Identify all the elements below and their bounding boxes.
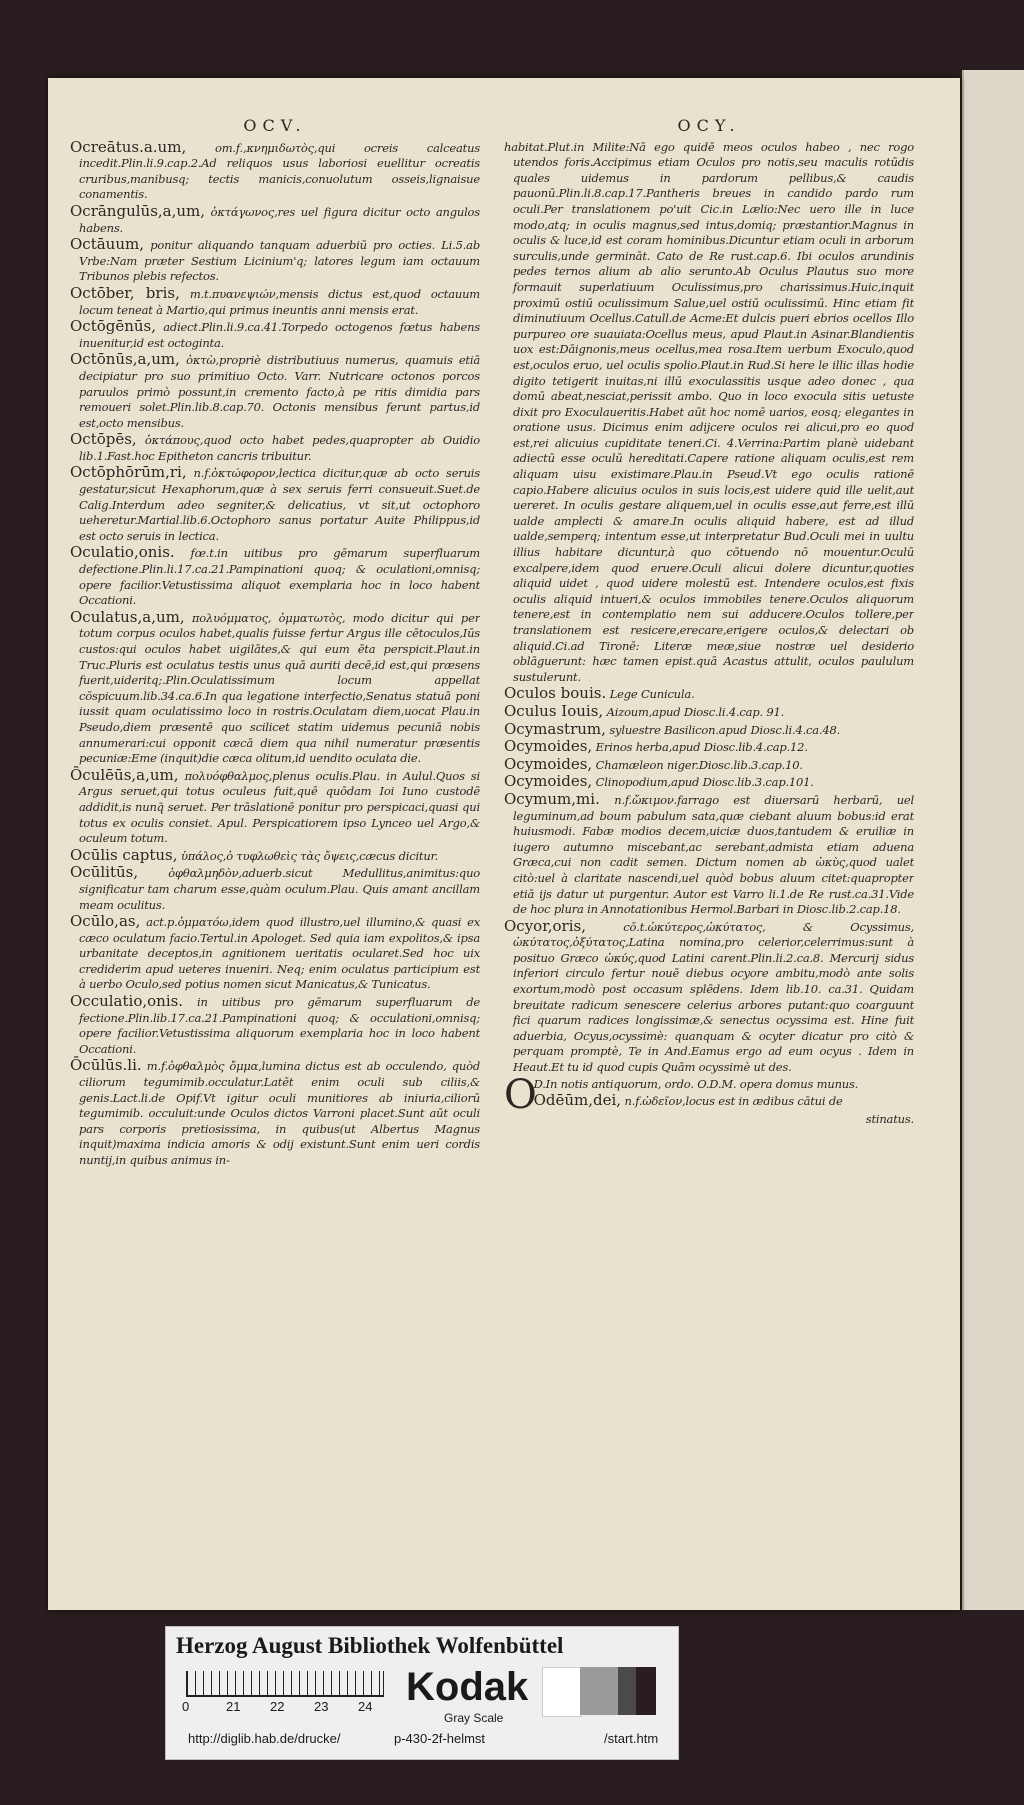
url-left: http://diglib.hab.de/drucke/ xyxy=(188,1731,341,1746)
entry-text: in uitibus pro gēmarum superfluarum de fectione.Plin.lib.17.ca.21.Pampinationi quoq; & occulationi,omnisq; opere facilior.Vetustissima aliquorum exemplaria hoc in loco habent Occationi. xyxy=(79,995,480,1056)
gray-swatch-mid xyxy=(580,1667,618,1715)
entry-text: Clinopodium,apud Diosc.lib.3.cap.101. xyxy=(595,775,814,790)
url-right: /start.htm xyxy=(604,1731,659,1746)
left-entries xyxy=(70,137,480,1169)
dictionary-entry xyxy=(504,754,914,774)
entry-text: habitat.Plut.in Milite:Nā ego quidē meos oculos habeo , nec rogo utendos foris.Accipimus etiam Oculos pro notis,seu maculis rotūdis quales uidemus in pardorum pellibus,& caudis pauonū.Plin.li.8.cap.17.Pantheris breues in candido pardo rum oculi.Per translationem po'uit Cic.in Lælio:Nec uero ille in luce modo,atq; in oculis magnus,sed intus,domiq; præstantior.Magnus in oculis & luce,id est coram hominibus.Dicuntur etiam oculi in arborum surculis,unde germināt. Cato de Re rust.cap.6. Ibi oculos arundinis pedes ternos alium ab alio serunto.Ab Oculus Plautus suo more formauit superlatiuum Oculissimus,pro charissimus.Huic,inquit proximū ostiū oculissimum Salue,uel ostiū oculissimū. Hinc etiam fit diminutiuum Ocellus.Catull.de Acme:Et dulcis pueri ebrios ocellos Illo purpureo ore suauiata:Ocellus meus, apud Plaut.in Asinar.Blandientis uox est:Dāignonis,meus ocellus,mea rosa.Item uerbum Exoculo,quod est,oculos eruo, uel oculis spolio.Plaut.in Rud.Si here le illic illas hodie digito tetigerit inuitas,ni illū exoculassitis usque adeo donec , qua domū abeat,nesciat,perissit ambo. Quo in loco exocula sitis uetuste dixit pro Exoculaueritis.Habet aūt hoc nomē uarios, eosq; elegantes in oratione usus. Dicimus enim adijcere oculos rei alicui,pro eo quod est,rei alicuius cupiditate teneri.Ci. 4.Verrina:Partim planè uidebant adiectū esse oculū hereditati.Capere ratione aliquam oculis,est rem aliquam uisu existimare.Plau.in Pseud.Vt ego oculis rationē capio.Habere alicuius oculos in suis locis,est uidere quid ille uelit,aut uereret. In oculis gestare aliquem,uel in oculis esse,aut ferre,est illū ualde amplecti & amare.In oculis aliquid habere, est ad illud ualde,semperq; intentum esse,ut interpretatur Bud.Oculi mei in uultu illius habitare dicuntur,à quo cōtuendo nō mouentur.Oculū excalpere,idem quod eruere.Oculi alicui dolere dicuntur,quoties aliquid uidet , quod uidere molestū est. Intendere oculos,est fixis oculis aliquid intueri,& oculos immobiles tenere.Oculos aliquorum tenere,est in contemplatio nem sui adducere.Oculos tollere,per translationem est resicere,erecare,erigere oculos,& delectari ob aliquid.Ci.ad Tironē: Literæ meæ,siue nostræ uel desiderio oblāguerunt: hæc tamen epist.quā Acastus attulit, oculos paululum sustulerunt. xyxy=(504,139,914,684)
entry-lemma: Ocūlitūs, xyxy=(70,863,139,882)
dictionary-entry xyxy=(504,774,914,791)
document-page xyxy=(48,78,960,1610)
right-entries xyxy=(504,139,914,1118)
entry-lemma: Ocymastrum, xyxy=(504,719,606,738)
scale-ruler xyxy=(186,1671,384,1697)
right-column xyxy=(504,118,914,1538)
entry-text: ὀκτὼ,propriè distributiuus numerus, quamuis etiā decipiatur pro suo primitiuo Octo. Varr. Nutricare octonos porcos paruulos primò possunt,in cremento facto,à pe ritis dimidia pars remoueri solet.Plin.lib.8.cap.70. Octonis mensibus ferunt partus,id est,octo mensibus. xyxy=(79,353,480,430)
entry-text: ponitur aliquando tanquam aduerbiū pro octies. Li.5.ab Vrbe:Nam præter Sestium Licinium'q; latores legum iam octauum Tribunos plebis refectos. xyxy=(79,238,480,284)
library-title: Herzog August Bibliothek Wolfenbüttel xyxy=(176,1633,564,1658)
entry-text: ὀφθαλμηδὸν,aduerb.sicut Medullitus,animitus:quo significatur tam charum esse,quàm oculum.Plau. Quis amant ancillam meam oculitus. xyxy=(79,866,480,912)
entry-lemma: Oculatio,onis. xyxy=(70,543,175,562)
dictionary-entry xyxy=(504,719,914,739)
dictionary-entry xyxy=(70,1058,480,1168)
ruler-label: 23 xyxy=(314,1699,329,1714)
entry-text: ὀκτάπους,quod octo habet pedes,quapropter ab Ouidio lib.1.Fast.hoc Epitheton cancris tribuitur. xyxy=(79,433,480,463)
gray-scale-label: Gray Scale xyxy=(444,1711,504,1725)
dictionary-entry xyxy=(504,140,914,686)
adjacent-page-edge xyxy=(962,70,1024,1610)
left-column xyxy=(70,118,480,1538)
entry-text: cō.t.ὠκύτερος,ὠκύτατος, & Ocyssimus, ὠκύτατος,ὀξύτατος,Latina nomina,pro celerior,celerrimus:sunt à posituo Græco ὠκύς,quod Latini carent.Plin.li.2.ca.8. Mercurij sidus inferiori circulo fertur nouē diebus ocyore ambitu,modò ante solis exortum,modò post occasum splēdens. Idem lib.10. ca.31. Quidam breuitate radicum senescere celerius arbores putant:quo coarguunt fici quarum radices longissimæ,& senectus ocyssima est. Hine fuit aduerbia, Ocyus,ocyssimè: quanquam & ocyter dicatur pro citò & perquam promptè, Te in And.Eamus ergo ad eum ocyus . Idem in Heaut.Et tu id quod cupis Quām ocyssimè ut des. xyxy=(513,919,914,1075)
entry-text: m.f.ὀφθαλμὸς ὄμμα,lumina dictus est ab occulendo, quòd ciliorum tegumimib.occulatur.Latēt enim oculi sub ciliis,& genis.Lact.li.de Opif.Vt igitur oculi munitiores ab iniuria,ciliorū tegumimib. occuluit:unde Oculos dictos Varroni placet.Sunt aūt oculi pars corporis pretiosissima, in quibus(ut Albertus Magnus inquit)maxima indicia amoris & odij existunt.Sunt enim ueri cordis nuntij,in quibus animus in- xyxy=(79,1059,480,1167)
dictionary-entry xyxy=(504,739,914,756)
entry-lemma: Ocymoides, xyxy=(504,754,593,773)
entry-lemma: Octāuum, xyxy=(70,235,144,254)
entry-text: act.p.ὀμματόω,idem quod illustro,uel illumino,& quasi ex cæco oculatum facio.Tertul.in Apologet. Sed quia iam expolitos,& ipsa urbanitate deceptos,in agnitionem ueritatis ocularet.Sed hoc uix crediderim apud ueteres inueniri. Neq; enim oculatus participium est à uerbo Oculo,sed potius nomen sicut Manicatus,& Tunicatus. xyxy=(79,915,480,992)
dictionary-entry xyxy=(70,865,480,913)
dictionary-entry xyxy=(504,789,914,918)
dictionary-entry xyxy=(504,916,914,1076)
entry-text: Erinos herba,apud Diosc.lib.4.cap.12. xyxy=(595,740,808,755)
gray-swatch-black xyxy=(636,1667,656,1715)
entry-text: n.f.ὠδεῖον,locus est in ædibus cātui de xyxy=(624,1094,843,1109)
dictionary-entry xyxy=(70,137,480,203)
dictionary-entry xyxy=(70,201,480,236)
entry-lemma: Octōpēs, xyxy=(70,430,137,449)
entry-lemma: Ōcūlūs.li. xyxy=(70,1056,142,1075)
entry-text: adiect.Plin.li.9.ca.41.Torpedo octogenos fœtus habens inuenitur,id est octoginta. xyxy=(79,320,480,350)
entry-lemma: O xyxy=(504,1071,537,1118)
entry-text: n.f.ὀκτώφορον,lectica dicitur,quæ ab octo seruis gestatur,sicut Hexaphorum,quæ à sex seruis ferri consueuit.Suet.de Calig.Interdum adeo segniter,& delicatius, vt sit,ut octophoro ueheretur.Martial.lib.6.Octophoro sanus portatur Auite Philippus,id est octo seruis in lectica. xyxy=(79,466,480,543)
entry-lemma: Ocreātus.a.um, xyxy=(70,137,187,156)
entry-lemma: Oculus Iouis, xyxy=(504,701,604,720)
kodak-logo: Kodak xyxy=(406,1665,529,1709)
entry-text: D.In notis antiquorum, ordo. O.D.M. opera domus munus. xyxy=(533,1076,859,1091)
dictionary-entry xyxy=(504,1093,914,1110)
dictionary-entry xyxy=(70,765,480,847)
entry-lemma: Ōculēūs,a,um, xyxy=(70,765,179,784)
entry-text: πολυόφθαλμος,plenus oculis.Plau. in Aulul.Quos si Argus seruet,qui totus oculeus fuit,quē quōdam Ioi Iuno custodē addidit,is nunq̄ seruet. Per trāslationē ponitur pro perspicaci,quasi qui totus ex oculis consiet. Apul. Perspicatiorem ipso Lynceo uel Argo,& oculeum totum. xyxy=(79,768,480,846)
entry-lemma: Ocymoides, xyxy=(504,737,593,756)
dictionary-entry xyxy=(504,701,914,721)
entry-lemma: Ocyor,oris, xyxy=(504,916,586,935)
dictionary-entry xyxy=(70,352,480,431)
dictionary-entry xyxy=(70,237,480,285)
entry-lemma: Octōnūs,a,um, xyxy=(70,350,180,369)
entry-lemma: Ocrāngulūs,a,um, xyxy=(70,201,206,220)
entry-lemma: Oculos bouis. xyxy=(504,684,607,703)
entry-lemma: Ocūlo,as, xyxy=(70,912,141,931)
ruler-label: 0 xyxy=(182,1699,190,1714)
entry-text: ὀκτάγωνος,res uel figura dicitur octo angulos habens. xyxy=(79,204,480,235)
entry-lemma: Occulatio,onis. xyxy=(70,992,184,1011)
entry-lemma: Octōber, bris, xyxy=(70,283,180,302)
dictionary-entry xyxy=(70,545,480,608)
url-mid: p-430-2f-helmst xyxy=(394,1731,486,1746)
dictionary-entry xyxy=(70,465,480,544)
entry-lemma: Octōgēnūs, xyxy=(70,317,157,336)
ruler-label: 24 xyxy=(358,1699,373,1714)
entry-text: Chamæleon niger.Diosc.lib.3.cap.10. xyxy=(595,757,803,772)
entry-lemma: Ocymoides, xyxy=(504,772,593,791)
dictionary-entry xyxy=(70,914,480,993)
dictionary-entry xyxy=(70,607,480,767)
running-head-right: OCY. xyxy=(677,118,741,135)
catchword: stinatus. xyxy=(865,1111,914,1126)
entry-text: om.f.,κνημιδωτὸς,qui ocreis calceatus incedit.Plin.li.9.cap.2.Ad reliquos usus laboriosi euellitur ocreatis cruribus,manibusq; tectis manicis,conuolutum osseis,lignaisue conamentis. xyxy=(79,140,480,202)
ruler-label: 21 xyxy=(226,1699,241,1714)
entry-lemma: Oculatus,a,um, xyxy=(70,607,185,626)
entry-text: n.f.ὤκιμον.farrago est diuersarū herbarū, uel leguminum,ad boum pabulum sata,quæ ciebant aluum bobus:id erat huiusmodi. Fabæ modios decem,uiciæ duos,tantudem & eruiliæ in iugero autumno miscebant,ac serebant,admista etiam aduena Græca,cui non cadit semen. Dictum nomen ab ὠκὺς,quod ualet citò:uel à claritate nascendi,uel quòd bobus aluum citet:quapropter etiā ijs datur ut purgentur. Autor est Varro li.1.de Re rust.ca.31.Vide de hoc plura in Annotationibus Hermol.Barbari in Diosc.lib.2.cap.18. xyxy=(513,792,914,917)
dictionary-entry xyxy=(70,432,480,464)
entry-text: πολυόμματος, ὀμματωτὸς, modo dicitur qui per totum corpus oculos habet,qualis fuisse fertur Argus ille cētoculos,Iūs custos:qui oculos habet uigilātes,& qui eum ēta perspicit.Plaut.in Truc.Pluris est oculatus testis unus quā auriti decē,id est,qui præsens fuerit,uideritq;.Plin.Oculatissimum locum appellat cōspicuum.lib.34.ca.6.In qua legatione interfectio,Senatus statuā poni iussit quam oculatissimo loco in rostris.Oculatam diem,uocat Plau.in Pseudo,diem præsentē quo scilicet statim uidemus pecuniā nobis annumerari:cui opponit cæcā diem qua nihil numeratur præsentis pecuniæ:Eme (inquit)die cæca olitum,id uendito oculata die. xyxy=(79,610,480,766)
entry-text: fœ.t.in uitibus pro gēmarum superfluarum defectione.Plin.li.17.ca.21.Pampinationi quoq; & oculationi,omnisq; opere facilior.Vetustissima aliquot exemplaria hoc in loco habent Occationi. xyxy=(79,546,480,608)
entry-text: ὑπάλος,ὁ τυφλωθεὶς τὰς ὄψεις,cæcus dicitur. xyxy=(181,848,439,863)
entry-lemma: Ocūlis captus, xyxy=(70,845,178,864)
dictionary-entry xyxy=(70,319,480,351)
entry-text: syluestre Basilicon.apud Diosc.li.4.ca.48. xyxy=(609,722,841,737)
dictionary-entry xyxy=(70,994,480,1057)
dictionary-entry xyxy=(70,845,480,865)
entry-text: Aizoum,apud Diosc.li.4.cap. 91. xyxy=(606,704,785,719)
dictionary-entry xyxy=(504,686,914,703)
entry-lemma: Odēūm,dei, xyxy=(533,1091,622,1110)
entry-lemma: Octōphōrūm,ri, xyxy=(70,463,187,482)
gray-swatch-white xyxy=(542,1667,582,1717)
dictionary-entry xyxy=(70,283,480,318)
ruler-label: 22 xyxy=(270,1699,285,1714)
entry-text: m.t.πυανεψιών,mensis dictus est,quod octauum locum teneat à Martio,qui primus ineuntis anni mensis erat. xyxy=(79,286,480,317)
running-head-left: OCV. xyxy=(243,118,307,135)
entry-text: Lege Cunicula. xyxy=(609,687,695,702)
entry-lemma: Ocymum,mi. xyxy=(504,789,600,808)
color-calibration-strip xyxy=(165,1626,679,1760)
